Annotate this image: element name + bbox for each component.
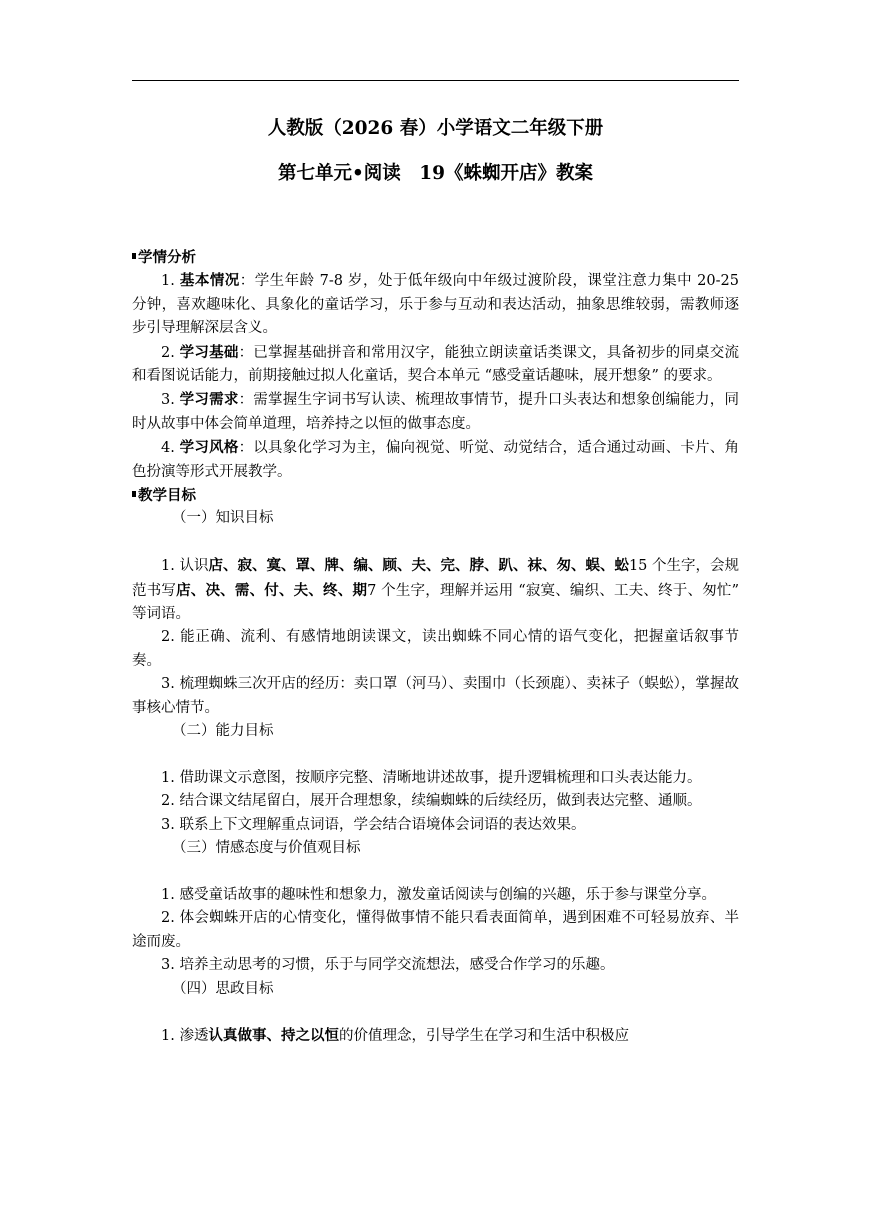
bullet-marker-icon	[132, 491, 136, 497]
subheading-ideology: （四）思政目标	[172, 980, 274, 997]
spacer	[132, 1001, 739, 1024]
spacer	[132, 531, 739, 554]
document-body	[132, 246, 739, 1049]
emotion-item: 3. 培养主动思考的习惯，乐于与同学交流想法，感受合作学习的乐趣。	[161, 957, 615, 974]
ability-item: 2. 结合课文结尾留白，展开合理想象，续编蜘蛛的后续经历，做到表达完整、通顺。	[161, 793, 702, 810]
subheading-emotion: （三）情感态度与价值观目标	[172, 840, 361, 857]
section-heading-analysis: 学情分析	[132, 246, 739, 269]
header-rule	[132, 80, 739, 81]
lesson-title: 第七单元•阅读 19《蛛蜘开店》教案	[277, 163, 594, 184]
document-title: 人教版（2026 春）小学语文二年级下册	[267, 118, 604, 139]
ability-item: 1. 借助课文示意图，按顺序完整、清晰地讲述故事，提升逻辑梳理和口头表达能力。	[161, 769, 702, 786]
analysis-item: 4. 学习风格：以具象化学习为主，偏向视觉、听觉、动觉结合，适合通过动画、卡片、角色扮演等形式开展教学。	[132, 439, 739, 480]
knowledge-item: 2. 能正确、流利、有感情地朗读课文，读出蜘蛛不同心情的语气变化，把握童话叙事节奏。	[132, 629, 739, 669]
section-heading-goals: 教学目标	[132, 484, 739, 507]
emotion-item: 2. 体会蜘蛛开店的心情变化，懂得做事情不能只看表面简单，遇到困难不可轻易放弃、半途而废。	[132, 910, 739, 950]
analysis-item: 2. 学习基础：已掌握基础拼音和常用汉字，能独立朗读童话类课文，具备初步的同桌交流和看图说话能力，前期接触过拟人化童话，契合本单元 “感受童话趣味，展开想象” 的要求。	[132, 343, 739, 385]
analysis-item: 3. 学习需求：需掌握生字词书写认读、梳理故事情节，提升口头表达和想象创编能力，同时从故事中体会简单道理，培养持之以恒的做事态度。	[132, 391, 739, 432]
knowledge-item: 3. 梳理蜘蛛三次开店的经历：卖口罩（河马）、卖围巾（长颈鹿）、卖袜子（蜈蚣），掌握故事核心情节。	[132, 676, 739, 716]
spacer	[132, 861, 739, 884]
subheading-knowledge: （一）知识目标	[172, 510, 274, 527]
ability-item: 3. 联系上下文理解重点词语，学会结合语境体会词语的表达效果。	[161, 816, 586, 833]
ideology-item: 1. 渗透认真做事、持之以恒的价值理念，引导学生在学习和生活中积极应	[161, 1027, 629, 1045]
emotion-item: 1. 感受童话故事的趣味性和想象力，激发童话阅读与创编的兴趣，乐于参与课堂分享。	[161, 886, 716, 903]
analysis-item: 1. 基本情况：学生年龄 7-8 岁，处于低年级向中年级过渡阶段，课堂注意力集中 20-25 分钟，喜欢趣味化、具象化的童话学习，乐于参与互动和表达活动，抽象思维较弱，需教师逐步引导理解深层含义。	[132, 272, 739, 337]
bullet-marker-icon	[132, 253, 136, 259]
subheading-ability: （二）能力目标	[172, 723, 274, 740]
knowledge-item: 1. 认识店、寂、寞、罩、牌、编、顾、夫、完、脖、趴、袜、匆、蜈、蚣15 个生字，会规范书写店、决、需、付、夫、终、期7 个生字，理解并运用 “寂寞、编织、工夫、终于、匆忙” 等词语。	[132, 557, 740, 623]
spacer	[132, 744, 739, 767]
